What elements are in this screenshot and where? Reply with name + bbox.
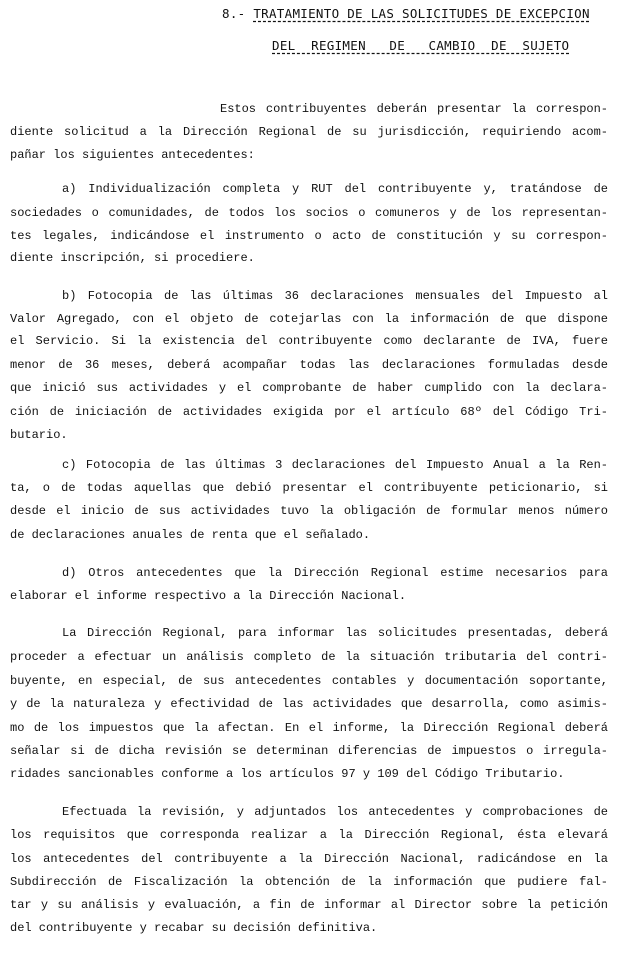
text-line: señalar si de dicha revisión se determinan diferencias de impuestos o irregula-	[10, 744, 608, 758]
text-line: tar y su análisis y evaluación, a fin de informar al Director sobre la petición	[10, 898, 608, 912]
text-line: Valor Agregado, con el objeto de cotejarlas con la información de que dispone	[10, 312, 608, 326]
text-line: desde el inicio de sus actividades tuvo la obligación de formular menos número	[10, 504, 608, 518]
text-line: menor de 36 meses, deberá acompañar todas las declaraciones formuladas desde	[10, 358, 608, 372]
text-line: de declaraciones anuales de renta que el señalado.	[10, 528, 371, 542]
text-line: Subdirección de Fiscalización la obtención de la información que pudiere fal-	[10, 875, 608, 889]
text-line: proceder a efectuar un análisis completo de la situación tributaria del contri-	[10, 650, 608, 664]
text-line: d) Otros antecedentes que la Dirección Regional estime necesarios para	[62, 566, 608, 580]
section-title: TRATAMIENTO DE LAS SOLICITUDES DE EXCEPCION	[253, 6, 590, 21]
text-line: que inició sus actividades y el comprobante de haber cumplido con la declara-	[10, 381, 608, 395]
text-line: buyente, en especial, de sus antecedentes contables y documentación soportante,	[10, 674, 608, 688]
text-line: tes legales, indicándose el instrumento o acto de constitución y su correspon-	[10, 229, 608, 243]
text-line: ridades sancionables conforme a los artículos 97 y 109 del Código Tributario.	[10, 767, 565, 781]
text-line: c) Fotocopia de las últimas 3 declaraciones del Impuesto Anual a la Ren-	[62, 458, 608, 472]
text-line: elaborar el informe respectivo a la Dirección Nacional.	[10, 589, 407, 603]
section-heading-line1	[222, 6, 590, 21]
text-line: a) Individualización completa y RUT del contribuyente y, tratándose de	[62, 182, 608, 196]
text-line: pañar los siguientes antecedentes:	[10, 148, 255, 162]
text-line: sociedades o comunidades, de todos los socios o comuneros y de los representan-	[10, 206, 608, 220]
text-line: diente inscripción, si procediere.	[10, 251, 255, 265]
text-line: mo de los impuestos que la afectan. En el informe, la Dirección Regional deberá	[10, 721, 608, 735]
text-line: y de la naturaleza y efectividad de las actividades que desarrolla, como asimis-	[10, 697, 608, 711]
text-line: La Dirección Regional, para informar las solicitudes presentadas, deberá	[62, 626, 608, 640]
text-line: ta, o de todas aquellas que debió presentar el contribuyente peticionario, si	[10, 481, 608, 495]
text-line: b) Fotocopia de las últimas 36 declaraciones mensuales del Impuesto al	[62, 289, 608, 303]
text-line: los antecedentes del contribuyente a la Dirección Nacional, radicándose en la	[10, 852, 608, 866]
text-line: del contribuyente y recabar su decisión definitiva.	[10, 921, 378, 935]
text-line: el Servicio. Si la existencia del contribuyente como declarante de IVA, fuere	[10, 334, 608, 348]
text-line: Estos contribuyentes deberán presentar la correspon-	[220, 102, 608, 116]
text-line: diente solicitud a la Dirección Regional de su jurisdicción, requiriendo acom-	[10, 125, 608, 139]
text-line: los requisitos que corresponda realizar a la Dirección Regional, ésta elevará	[10, 828, 608, 842]
section-heading-line2: DEL REGIMEN DE CAMBIO DE SUJETO	[272, 38, 570, 53]
text-line: Efectuada la revisión, y adjuntados los antecedentes y comprobaciones de	[62, 805, 608, 819]
section-number: 8.-	[222, 6, 246, 21]
text-line: butario.	[10, 428, 68, 442]
text-line: ción de iniciación de actividades exigida por el artículo 68º del Código Tri-	[10, 405, 608, 419]
